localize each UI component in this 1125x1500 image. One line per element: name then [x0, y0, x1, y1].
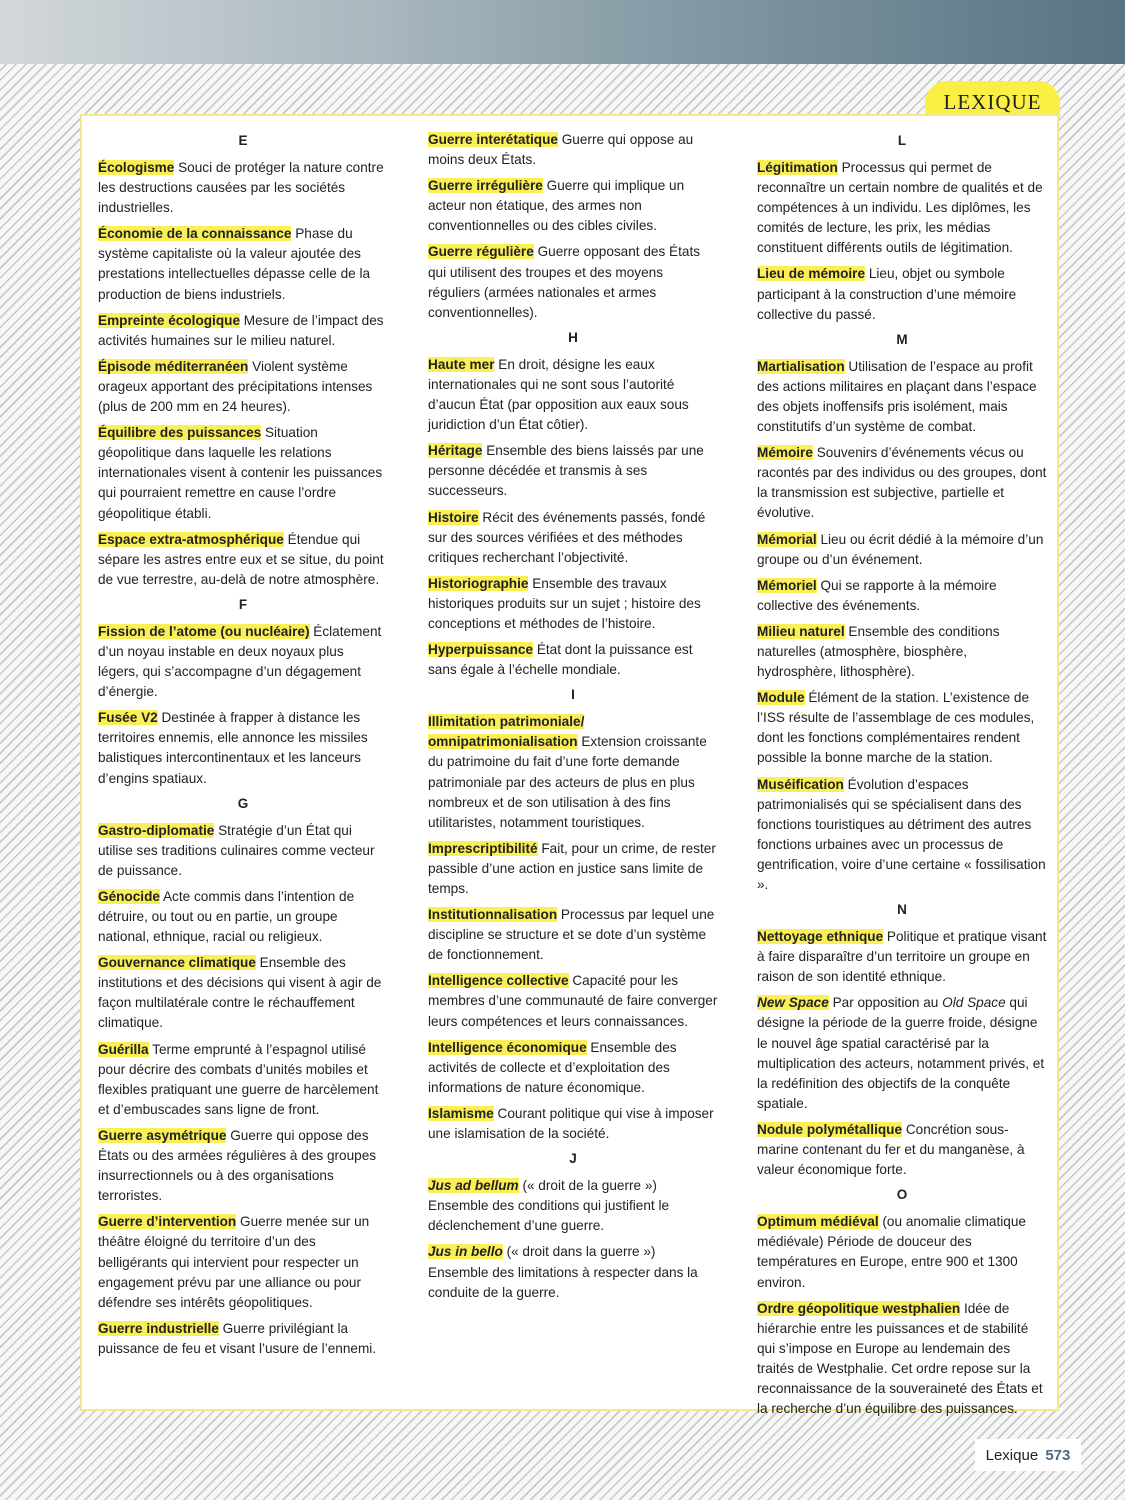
glossary-entry [757, 1212, 1047, 1292]
glossary-definition: Stratégie d’un État qui utilise ses traditions culinaires comme vecteur de puissance. [98, 822, 375, 878]
glossary-definition: (« droit de la guerre ») Ensemble des conditions qui justifient le déclenchement d’une guerre. [428, 1178, 670, 1234]
glossary-term: Guerre industrielle [98, 1320, 219, 1336]
glossary-term: Fission de l’atome (ou nucléaire) [98, 623, 310, 639]
glossary-definition: Fait, pour un crime, de rester passible d’une action en justice sans limite de temps. [428, 840, 716, 896]
glossary-column-3 [757, 130, 1047, 1425]
glossary-term: Guerre asymétrique [98, 1127, 227, 1143]
glossary-column-2 [428, 130, 718, 1309]
glossary-entry [757, 1299, 1047, 1420]
glossary-entry [757, 158, 1047, 258]
glossary-definition: Situation géopolitique dans laquelle les relations internationales visent à contenir les puissances qui pourraient remettre en cause l’ordre géopolitique établi. [98, 425, 383, 521]
glossary-term: Équilibre des puissances [98, 425, 262, 441]
footer-label: Lexique [985, 1447, 1039, 1464]
section-letter: E [238, 133, 248, 148]
glossary-entry [757, 993, 1047, 1114]
glossary-entry [428, 905, 718, 965]
glossary-definition: Étendue qui sépare les astres entre eux et se situe, du point de vue terrestre, au-delà de notre atmosphère. [98, 531, 384, 587]
glossary-definition: Éclatement d’un noyau instable en deux noyaux plus légers, qui s’accompagne d’un dégagement d’énergie. [98, 623, 382, 700]
glossary-entry [98, 708, 388, 788]
glossary-entry [757, 576, 1047, 616]
glossary-definition-prefix: Par opposition au [832, 995, 943, 1011]
glossary-term: Muséification [757, 776, 844, 792]
glossary-entry [98, 224, 388, 304]
glossary-entry [757, 1120, 1047, 1180]
glossary-entry [98, 357, 388, 417]
top-banner [0, 0, 1125, 64]
glossary-definition: État dont la puissance est sans égale à l’échelle mondiale. [428, 642, 693, 678]
glossary-term: Héritage [428, 443, 483, 459]
glossary-definition: Élément de la station. L’existence de l’ISS résulte de l’assemblage de ces modules, dont les fonctions complémentaires rendent possible la bonne marche de la station. [757, 690, 1035, 766]
glossary-term: Guerre interétatique [428, 132, 558, 147]
section-letter: I [571, 687, 575, 703]
glossary-definition: Politique et pratique visant à faire disparaître d’un territoire un groupe en raison de son identité ethnique. [757, 929, 1047, 985]
glossary-term: Économie de la connaissance [98, 226, 292, 242]
glossary-entry [428, 1104, 718, 1144]
glossary-entry [98, 622, 388, 702]
glossary-term: Illimitation patrimoniale/ omnipatrimonialisation [428, 714, 585, 750]
glossary-definition: Capacité pour les membres d’une communauté de faire converger leurs compétences et leurs connaissances. [428, 973, 718, 1029]
glossary-term: Islamisme [428, 1105, 494, 1121]
glossary-entry [98, 1319, 388, 1359]
glossary-term: Optimum médiéval [757, 1214, 879, 1230]
glossary-definition: Qui se rapporte à la mémoire collective des événements. [757, 577, 997, 613]
glossary-term: Gouvernance climatique [98, 955, 256, 971]
glossary-entry [428, 508, 718, 568]
glossary-term: Histoire [428, 509, 479, 525]
glossary-entry [757, 530, 1047, 570]
glossary-definition: Guerre qui implique un acteur non étatique, des armes non conventionnelles ou des cibles civiles. [428, 178, 685, 234]
glossary-definition: Ensemble des biens laissés par une personne décédée et transmis à ses successeurs. [428, 443, 704, 499]
glossary-term: Imprescriptibilité [428, 840, 538, 856]
glossary-term: Génocide [98, 888, 160, 904]
glossary-entry [428, 971, 718, 1031]
glossary-term: Milieu naturel [757, 623, 845, 639]
glossary-entry [428, 176, 718, 236]
section-letter: F [238, 596, 248, 612]
glossary-term: Nodule polymétallique [757, 1121, 903, 1137]
glossary-entry [757, 443, 1047, 523]
glossary-entry [757, 622, 1047, 682]
glossary-panel [80, 114, 1059, 1417]
section-letter: J [569, 1151, 577, 1167]
glossary-entry [428, 1038, 718, 1098]
glossary-definition-emphasis: Old Space [942, 995, 1006, 1011]
glossary-term: Jus in bello [428, 1244, 503, 1260]
glossary-definition: Récit des événements passés, fondé sur des sources vérifiées et des méthodes critiques recherchant l’objectivité. [428, 509, 706, 565]
glossary-definition: Violent système orageux apportant des précipitations intenses (plus de 200 mm en 24 heures). [98, 358, 373, 415]
glossary-definition: Souvenirs d’événements vécus ou racontés par des individus ou des groupes, dont la transmission est subjective, partielle et évolutive. [757, 445, 1047, 521]
glossary-definition: Mesure de l’impact des activités humaines sur le milieu naturel. [98, 312, 384, 348]
glossary-definition: (ou anomalie climatique médiévale) Période de douceur des températures en Europe, entre 900 et 1300 environ. [757, 1214, 1026, 1290]
glossary-definition: Guerre privilégiant la puissance de feu et visant l’usure de l’ennemi. [98, 1320, 377, 1356]
glossary-term: Guerre régulière [428, 244, 534, 260]
lexique-tab: LEXIQUE [925, 81, 1060, 119]
glossary-entry [757, 357, 1047, 437]
glossary-term: Martialisation [757, 358, 845, 374]
glossary-definition: Lieu, objet ou symbole participant à la construction d’une mémoire collective du passé. [757, 266, 1017, 322]
glossary-definition: Terme emprunté à l’espagnol utilisé pour décrire des combats d’unités mobiles et flexibles pratiquant une guerre de harcèlement et d’embuscades sans ligne de front. [98, 1041, 379, 1117]
glossary-definition: Ensemble des conditions naturelles (atmosphère, biosphère, hydrosphère, lithosphère). [757, 623, 1000, 680]
glossary-definition: qui désigne la période de la guerre froide, désigne le nouvel âge spatial caractérisé par la multiplication des acteurs, notamment privés, et la redéfinition des objectifs de la conquête spatiale. [757, 995, 1045, 1111]
glossary-term: Jus ad bellum [428, 1178, 519, 1194]
glossary-definition: Idée de hiérarchie entre les puissances et de stabilité qui s’impose en Europe au lendemain des traités de Westphalie. Cet ordre repose sur la reconnaissance de la souveraineté des États et la recherche d’un équilibre des puissances. [757, 1300, 1043, 1417]
glossary-term: Mémoire [757, 445, 813, 461]
glossary-term: New Space [757, 995, 829, 1011]
glossary-column-1 [98, 130, 388, 1365]
section-letter: M [896, 331, 908, 347]
glossary-term: Intelligence économique [428, 1039, 587, 1055]
glossary-entry [428, 130, 718, 170]
glossary-entry [757, 264, 1047, 324]
glossary-term: Empreinte écologique [98, 312, 241, 328]
page-footer [975, 1439, 1081, 1471]
glossary-entry [428, 1176, 718, 1236]
glossary-term: Gastro-diplomatie [98, 822, 215, 838]
glossary-definition: Évolution d’espaces patrimonialisés qui se spécialisent dans des fonctions touristiques au détriment des autres fonctions urbaines avec un processus de gentrification, voire d’une certaine « fossilisation ». [757, 776, 1046, 892]
section-letter: L [897, 133, 907, 148]
glossary-entry [98, 1040, 388, 1120]
glossary-definition: Ensemble des institutions et des décisions qui visent à agir de façon multilatérale contre le réchauffement climatique. [98, 955, 382, 1031]
glossary-definition: (« droit dans la guerre ») Ensemble des limitations à respecter dans la conduite de la guerre. [428, 1244, 698, 1300]
glossary-entry [98, 1212, 388, 1312]
glossary-definition: Guerre opposant des États qui utilisent des troupes et des moyens réguliers (armées nationales et armes conventionnelles). [428, 244, 701, 320]
glossary-entry [428, 640, 718, 680]
glossary-definition: Acte commis dans l’intention de détruire, ou tout ou en partie, un groupe national, ethnique, racial ou religieux. [98, 888, 355, 945]
glossary-entry [428, 1242, 718, 1302]
glossary-term: Ordre géopolitique westphalien [757, 1300, 961, 1316]
glossary-term: Guerre irrégulière [428, 178, 543, 194]
glossary-term: Mémorial [757, 531, 817, 547]
glossary-entry [98, 311, 388, 351]
glossary-definition: Phase du système capitaliste où la valeur ajoutée des prestations intellectuelles dépasse celle de la production de biens industriels. [98, 226, 371, 302]
glossary-definition: Processus qui permet de reconnaître un certain nombre de qualités et de compétences à un individu. Les diplômes, les comités de lecture, les prix, les médias constituent différents outils de légitimation. [757, 160, 1043, 256]
glossary-definition: Ensemble des travaux historiques produits sur un sujet ; histoire des conceptions et méthodes de l’histoire. [428, 575, 701, 631]
glossary-term: Nettoyage ethnique [757, 929, 884, 945]
glossary-entry [98, 887, 388, 947]
glossary-entry [98, 530, 388, 590]
glossary-term: Historiographie [428, 575, 529, 591]
glossary-entry [428, 839, 718, 899]
glossary-definition: Courant politique qui vise à imposer une islamisation de la société. [428, 1105, 714, 1142]
glossary-definition: Guerre qui oppose des États ou des armées régulières à des groupes insurrectionnels ou à des organisations terroristes. [98, 1127, 377, 1204]
glossary-term: Lieu de mémoire [757, 266, 866, 282]
section-letter: O [896, 1187, 908, 1203]
glossary-term: Guérilla [98, 1041, 149, 1057]
glossary-entry [757, 688, 1047, 768]
glossary-entry [428, 574, 718, 634]
glossary-definition: Concrétion sous-marine contenant du fer et du manganèse, à valeur économique forte. [757, 1121, 1025, 1178]
glossary-entry [428, 441, 718, 501]
glossary-term: Intelligence collective [428, 973, 569, 989]
glossary-entry [428, 242, 718, 322]
glossary-definition: Extension croissante du patrimoine du fait d’une forte demande patrimoniale par des acteurs de plus en plus nombreux et de son utilisation à des fins utilitaristes, notamment touristiques. [428, 734, 707, 830]
glossary-term: Mémoriel [757, 577, 817, 593]
glossary-term: Écologisme [98, 160, 175, 175]
glossary-definition: Processus par lequel une discipline se structure et se dote d’un système de fonctionnement. [428, 907, 715, 963]
section-letter: N [897, 902, 907, 918]
glossary-term: Espace extra-atmosphérique [98, 531, 284, 547]
glossary-definition: Guerre qui oppose au moins deux États. [428, 132, 694, 168]
glossary-term: Module [757, 690, 805, 706]
section-letter: G [237, 795, 249, 811]
glossary-entry [98, 1126, 388, 1206]
section-letter: H [568, 329, 578, 345]
glossary-entry [98, 821, 388, 881]
page-number: 573 [1045, 1447, 1071, 1464]
glossary-definition: Lieu ou écrit dédié à la mémoire d’un groupe ou d’un événement. [757, 531, 1044, 567]
glossary-definition: Utilisation de l’espace au profit des actions militaires en plaçant dans l’espace des objets inoffensifs pris isolément, mais constitutifs d’un système de combat. [757, 358, 1037, 435]
glossary-entry [757, 927, 1047, 987]
glossary-definition: Ensemble des activités de collecte et d’exploitation des informations de nature économique. [428, 1039, 677, 1095]
glossary-entry [98, 158, 388, 218]
glossary-entry [98, 423, 388, 523]
glossary-definition: Guerre menée sur un théâtre éloigné du territoire d’un des belligérants qui intervient pour respecter un engagement prévu par une alliance ou pour défendre ses intérêts géopolitiques. [98, 1214, 370, 1310]
glossary-term: Haute mer [428, 356, 495, 372]
glossary-definition: Souci de protéger la nature contre les destructions causées par les sociétés industrielles. [98, 160, 384, 216]
glossary-entry [428, 355, 718, 435]
glossary-definition: Destinée à frapper à distance les territoires ennemis, elle annonce les missiles balistiques intercontinentaux et les lanceurs d’engins spatiaux. [98, 710, 368, 786]
glossary-entry [98, 953, 388, 1033]
glossary-entry [428, 712, 718, 833]
glossary-term: Légitimation [757, 160, 838, 175]
glossary-term: Épisode méditerranéen [98, 358, 249, 374]
glossary-entry [757, 775, 1047, 896]
glossary-definition: En droit, désigne les eaux internationales qui ne sont sous l’autorité d’aucun État (par opposition aux eaux sous juridiction d’un État côtier). [428, 356, 689, 433]
glossary-term: Fusée V2 [98, 710, 158, 726]
glossary-term: Hyperpuissance [428, 642, 534, 658]
glossary-term: Guerre d’intervention [98, 1214, 237, 1230]
glossary-term: Institutionnalisation [428, 907, 558, 923]
